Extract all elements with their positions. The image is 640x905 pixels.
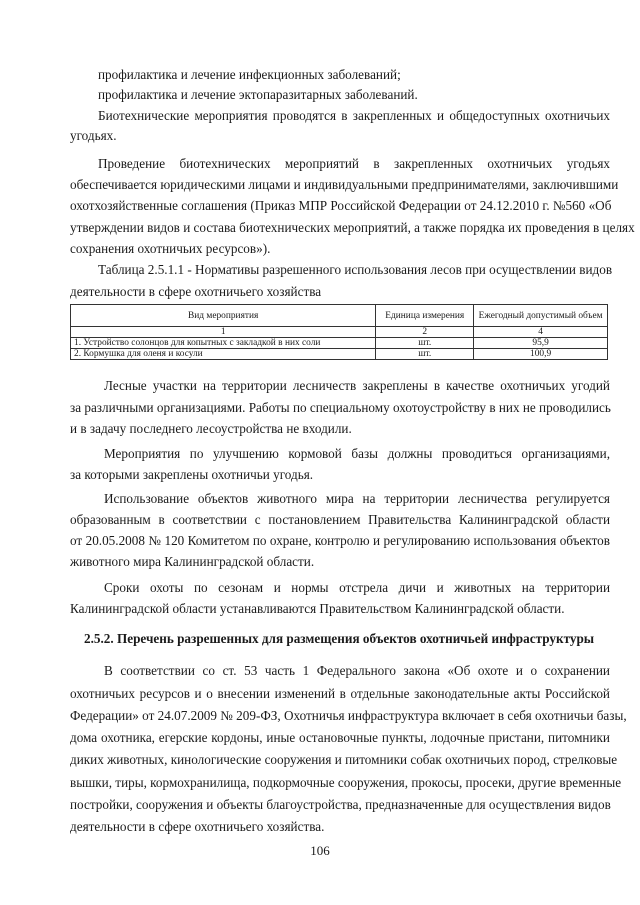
text-line: постройки, сооружения и объекты благоустройства, предназначенные для осуществления видов: [70, 797, 611, 812]
table-cell: шт.: [376, 338, 474, 349]
table-row: [71, 338, 608, 349]
section-heading: 2.5.2. Перечень разрешенных для размещения объектов охотничьей инфраструктуры: [84, 631, 595, 646]
page-number: 106: [310, 843, 330, 858]
text-line: Калининградской области устанавливаются Правительством Калининградской области.: [70, 601, 565, 616]
text-line: сохранения охотничьих ресурсов»).: [70, 241, 271, 256]
table-caption: деятельности в сфере охотничьего хозяйства: [70, 284, 322, 299]
text-line: диких животных, кинологические сооружения и питомники собак охотничьих пород, стрелковые: [70, 752, 618, 767]
text-line: Лесные участки на территории лесничеств закреплены в качестве охотничьих угодий: [104, 378, 610, 393]
table-cell: 1. Устройство солонцов для копытных с закладкой в них соли: [71, 338, 376, 349]
text-line: Биотехнические мероприятия проводятся в закрепленных и общедоступных охотничьих: [98, 108, 610, 123]
table-number-cell: 2: [376, 327, 474, 338]
text-line: Сроки охоты по сезонам и нормы отстрела дичи и животных на территории: [104, 580, 610, 595]
text-line: деятельности в сфере охотничьего хозяйства.: [70, 819, 325, 834]
table-header-cell: Ежегодный допустимый объем: [474, 305, 608, 327]
text-line: Мероприятия по улучшению кормовой базы должны проводиться организациями,: [104, 446, 610, 461]
text-line: животного мира Калининградской области.: [70, 554, 315, 569]
text-line: утверждении видов и состава биотехнических мероприятий, а также порядка их проведения в целях: [70, 220, 635, 235]
table-row: [71, 349, 608, 360]
text-line: за различными организациями. Работы по специальному охотоустройству в них не проводились: [70, 400, 611, 415]
text-line: профилактика и лечение эктопаразитарных заболеваний.: [98, 87, 418, 102]
norms-table: [70, 304, 608, 360]
text-line: профилактика и лечение инфекционных заболеваний;: [98, 67, 401, 82]
text-line: Использование объектов животного мира на территории лесничества регулируется: [104, 491, 610, 506]
text-line: от 20.05.2008 № 120 Комитетом по охране, контролю и регулированию использования объектов: [70, 533, 610, 548]
text-line: охотхозяйственные соглашения (Приказ МПР Российской Федерации от 24.12.2010 г. №560 «Об: [70, 198, 612, 213]
text-line: обеспечивается юридическими лицами и индивидуальными предпринимателями, заключившими: [70, 177, 619, 192]
table-cell: 2. Кормушка для оленя и косули: [71, 349, 376, 360]
text-line: вышки, тиры, кормохранилища, подкормочные сооружения, прокосы, просеки, другие временные: [70, 775, 622, 790]
table-cell: шт.: [376, 349, 474, 360]
text-line: и в задачу последнего лесоустройства не входили.: [70, 421, 352, 436]
text-line: Проведение биотехнических мероприятий в закрепленных охотничьих угодьях: [98, 156, 610, 171]
table-caption: Таблица 2.5.1.1 - Нормативы разрешенного использования лесов при осуществлении видов: [98, 262, 613, 277]
table-header-cell: Вид мероприятия: [71, 305, 376, 327]
table-cell: 100,9: [474, 349, 608, 360]
text-line: дома охотника, егерские кордоны, иные остановочные пункты, лодочные пристани, питомники: [70, 730, 610, 745]
table-header-cell: Единица измерения: [376, 305, 474, 327]
text-line: за которыми закреплены охотничьи угодья.: [70, 467, 314, 482]
text-line: угодьях.: [70, 128, 117, 143]
table-number-cell: 4: [474, 327, 608, 338]
table-number-cell: 1: [71, 327, 376, 338]
text-line: В соответствии со ст. 53 часть 1 Федерального закона «Об охоте и о сохранении: [104, 663, 610, 678]
text-line: образованным в соответствии с постановлением Правительства Калининградской области: [70, 512, 610, 527]
text-line: Федерации» от 24.07.2009 № 209-ФЗ, Охотничья инфраструктура включает в себя охотничьи базы,: [70, 708, 627, 723]
text-line: охотничьих ресурсов и о внесении изменений в отдельные законодательные акты Российской: [70, 686, 610, 701]
table-cell: 95,9: [474, 338, 608, 349]
